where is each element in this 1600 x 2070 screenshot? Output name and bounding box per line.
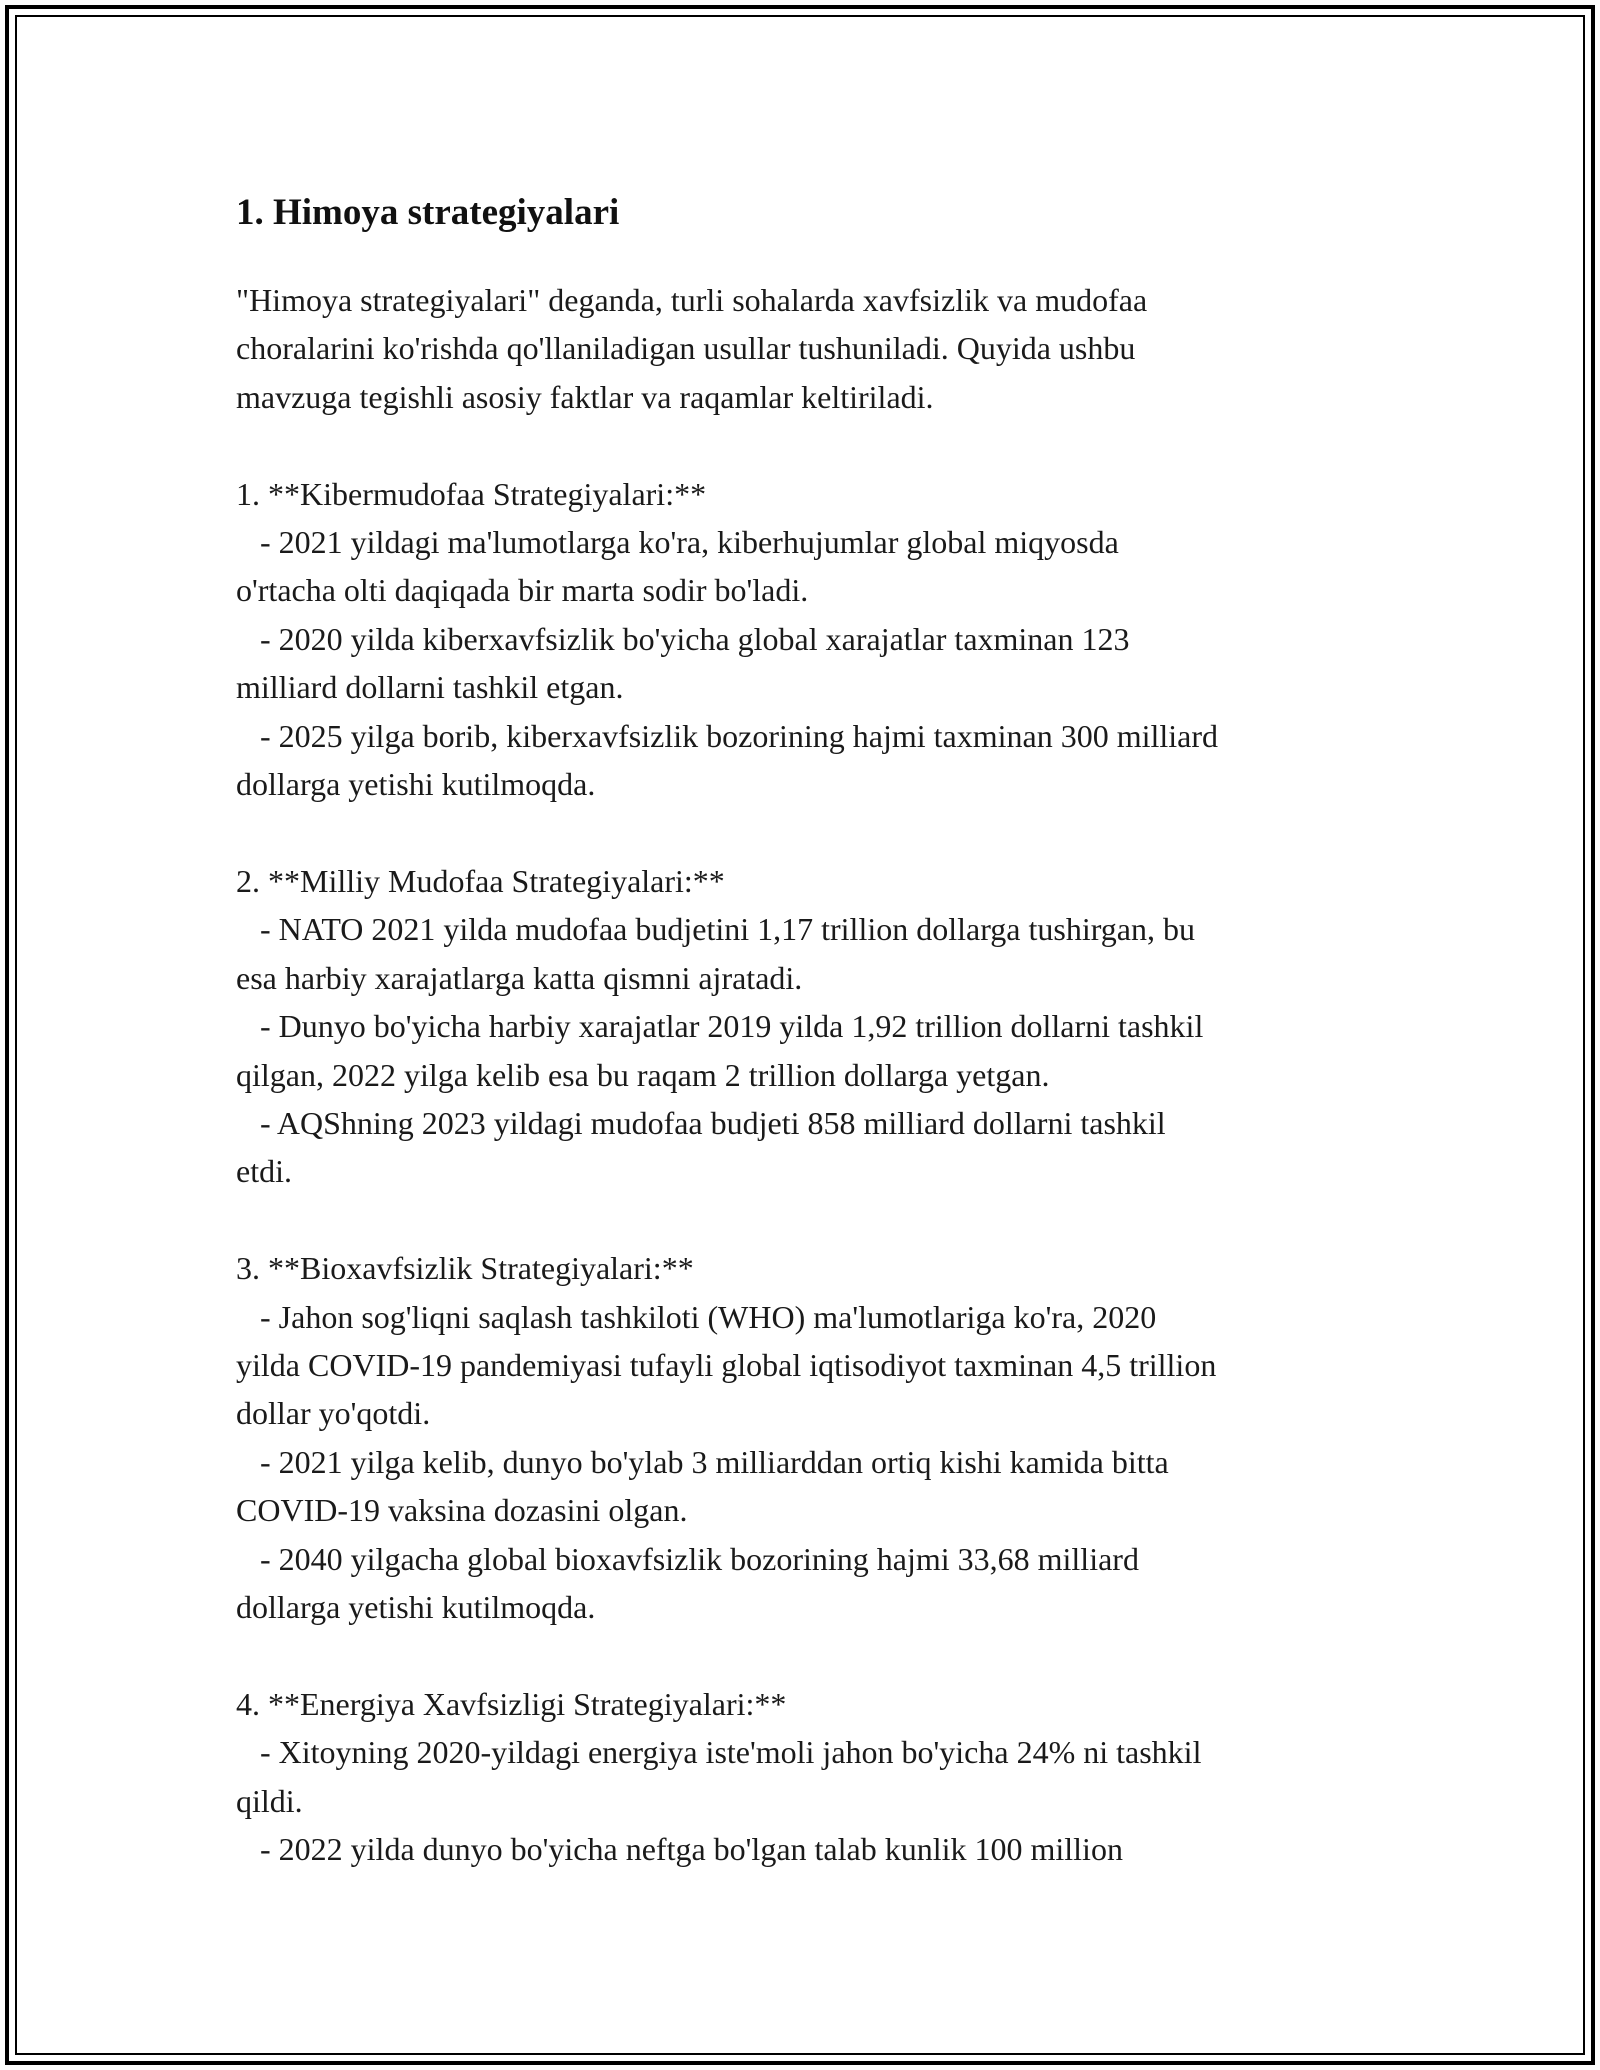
section-2-item-3: - AQShning 2023 yildagi mudofaa budjeti 858 milliard dollarni tashkil etdi. — [236, 1104, 1166, 1190]
section-4-item-1: - Xitoyning 2020-yildagi energiya iste'moli jahon bo'yicha 24% ni tashkil qildi. — [236, 1734, 1202, 1819]
section-1-item-1: - 2021 yildagi ma'lumotlarga ko'ra, kiberhujumlar global miqyosda o'rtacha olti daqiqada bir marta sodir bo'ladi. — [236, 524, 1119, 609]
document-heading: 1. Himoya strategiyalari — [236, 192, 620, 233]
section-3-item-3: - 2040 yilgacha global bioxavfsizlik bozorining hajmi 33,68 milliard dollarga yetishi kutilmoqda. — [236, 1540, 1139, 1625]
section-3-item-1: - Jahon sog'liqni saqlash tashkiloti (WHO) ma'lumotlariga ko'ra, 2020 yilda COVID-19 pandemiyasi tufayli global iqtisodiyot taxminan 4,5 trillion dollar yo'qotdi. — [236, 1298, 1217, 1432]
section-4-title: 4. **Energiya Xavfsizligi Strategiyalari:** — [236, 1685, 787, 1722]
section-2-item-2: - Dunyo bo'yicha harbiy xarajatlar 2019 yilda 1,92 trillion dollarni tashkil qilgan, 2022 yilga kelib esa bu raqam 2 trillion dollarga yetgan. — [236, 1008, 1204, 1093]
document-text — [236, 276, 1386, 1873]
section-2-item-1: - NATO 2021 yilda mudofaa budjetini 1,17 trillion dollarga tushirgan, bu esa harbiy xarajatlarga katta qismni ajratadi. — [236, 911, 1195, 996]
section-1-title: 1. **Kibermudofaa Strategiyalari:** — [236, 475, 707, 512]
document-body — [236, 184, 1386, 1873]
section-2-title: 2. **Milliy Mudofaa Strategiyalari:** — [236, 862, 725, 899]
section-3-item-2: - 2021 yilga kelib, dunyo bo'ylab 3 milliarddan ortiq kishi kamida bitta COVID-19 vaksina dozasini olgan. — [236, 1443, 1169, 1529]
section-4-item-2: - 2022 yilda dunyo bo'yicha neftga bo'lgan talab kunlik 100 million — [236, 1831, 1123, 1867]
section-1-item-3: - 2025 yilga borib, kiberxavfsizlik bozorining hajmi taxminan 300 milliard dollarga yetishi kutilmoqda. — [236, 717, 1219, 803]
section-3-title: 3. **Bioxavfsizlik Strategiyalari:** — [236, 1250, 694, 1287]
intro-paragraph: "Himoya strategiyalari" deganda, turli sohalarda xavfsizlik va mudofaa choralarini ko'rishda qo'llaniladigan usullar tushuniladi. Quyida ushbu mavzuga tegishli asosiy faktlar va raqamlar keltiriladi. — [236, 282, 1148, 415]
section-1-item-2: - 2020 yilda kiberxavfsizlik bo'yicha global xarajatlar taxminan 123 milliard dollarni tashkil etgan. — [236, 620, 1130, 706]
